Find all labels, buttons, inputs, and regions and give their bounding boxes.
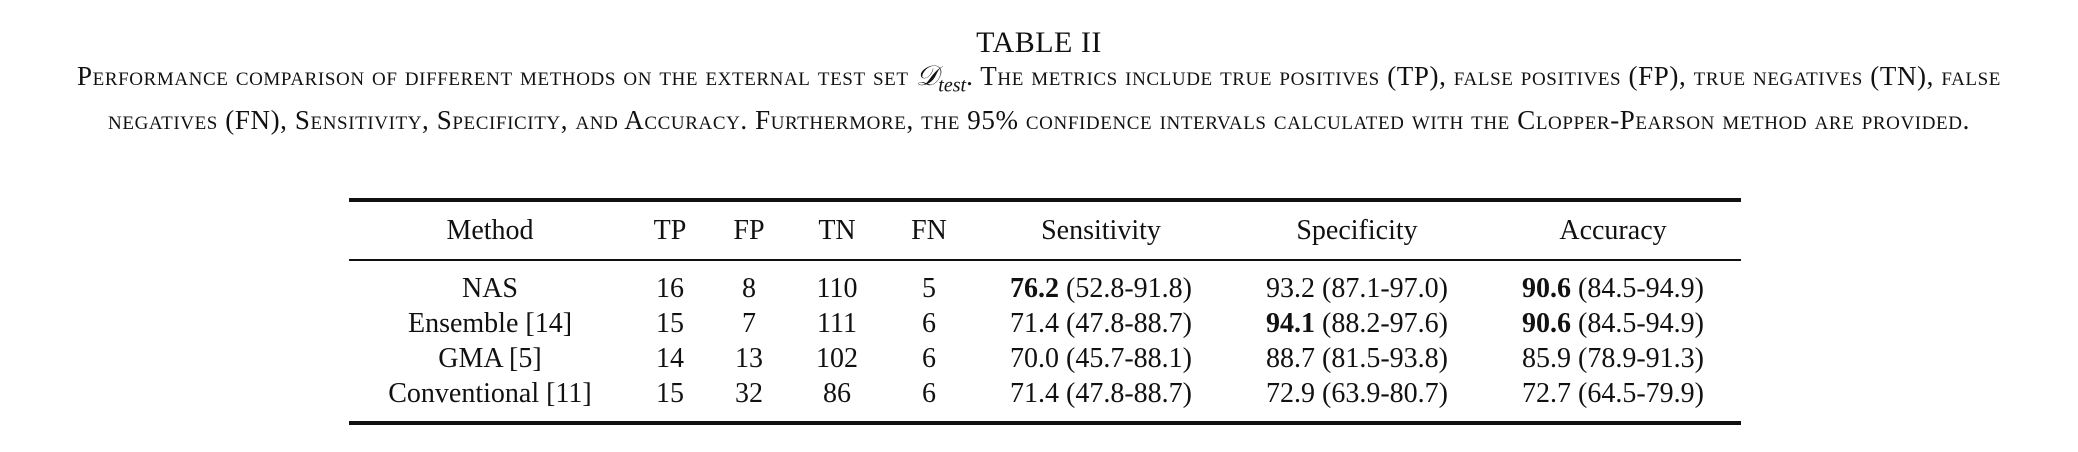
accuracy-ci: (78.9-91.3) — [1578, 342, 1704, 374]
sensitivity-ci: (45.7-88.1) — [1066, 342, 1192, 374]
accuracy-value: 85.9 — [1522, 342, 1571, 374]
sensitivity-value-best: 76.2 — [1010, 272, 1059, 304]
table-row — [349, 376, 1741, 423]
cell-specificity — [1229, 341, 1485, 376]
cell-method: GMA [5] — [438, 342, 542, 374]
cell-tp: 15 — [656, 307, 684, 339]
cell-tp: 16 — [656, 272, 684, 304]
cell-tn: 86 — [789, 376, 885, 423]
header-row — [349, 200, 1741, 260]
cell-tn: 102 — [816, 342, 858, 374]
test-set-symbol-subscript: test — [938, 74, 967, 97]
cell-tn: 110 — [816, 272, 858, 304]
cell-tp: 14 — [656, 342, 684, 374]
sensitivity-value: 70.0 — [1010, 342, 1059, 374]
cell-sensitivity — [973, 306, 1229, 341]
cell-fn: 6 — [885, 376, 973, 423]
header-specificity: Specificity — [1229, 200, 1485, 260]
table-row — [349, 260, 1741, 306]
cell-sensitivity — [973, 376, 1229, 423]
specificity-ci: (63.9-80.7) — [1322, 377, 1448, 409]
cell-specificity — [1229, 306, 1485, 341]
cell-method: Conventional [11] — [349, 376, 631, 423]
test-set-symbol — [915, 59, 967, 97]
sensitivity-ci: (47.8-88.7) — [1066, 377, 1192, 409]
results-table — [349, 198, 1741, 425]
specificity-value: 72.9 — [1266, 377, 1315, 409]
cell-specificity — [1229, 260, 1485, 306]
table-row — [349, 306, 1741, 341]
cell-fp: 7 — [742, 307, 756, 339]
cell-sensitivity — [973, 260, 1229, 306]
cell-accuracy — [1485, 306, 1741, 341]
sensitivity-ci: (52.8-91.8) — [1066, 272, 1192, 304]
header-tn: TN — [789, 200, 885, 260]
header-fn: FN — [885, 200, 973, 260]
cell-fp: 13 — [735, 342, 763, 374]
table-label: TABLE II — [976, 26, 1102, 59]
cell-fp: 8 — [742, 272, 756, 304]
cell-fn: 6 — [922, 307, 936, 339]
sensitivity-ci: (47.8-88.7) — [1066, 307, 1192, 339]
specificity-ci: (81.5-93.8) — [1322, 342, 1448, 374]
cell-specificity — [1229, 376, 1485, 423]
header-method: Method — [349, 200, 631, 260]
specificity-ci: (88.2-97.6) — [1322, 307, 1448, 339]
header-tp: TP — [631, 200, 709, 260]
header-sensitivity: Sensitivity — [973, 200, 1229, 260]
cell-fp: 32 — [709, 376, 789, 423]
accuracy-ci: (84.5-94.9) — [1578, 307, 1704, 339]
cell-tn: 111 — [817, 307, 857, 339]
cell-tp: 15 — [631, 376, 709, 423]
header-accuracy: Accuracy — [1485, 200, 1741, 260]
table-caption — [30, 58, 2048, 138]
cell-fn: 6 — [922, 342, 936, 374]
specificity-ci: (87.1-97.0) — [1322, 272, 1448, 304]
cell-accuracy — [1485, 376, 1741, 423]
accuracy-ci: (84.5-94.9) — [1578, 272, 1704, 304]
table-row — [349, 341, 1741, 376]
specificity-value: 93.2 — [1266, 272, 1315, 304]
accuracy-value-best: 90.6 — [1522, 272, 1571, 304]
cell-fn: 5 — [922, 272, 936, 304]
caption-text-part1: Performance comparison of different methods on the external test set — [77, 61, 916, 91]
cell-method: NAS — [461, 272, 518, 304]
accuracy-value: 72.7 — [1522, 377, 1571, 409]
accuracy-value-best: 90.6 — [1522, 307, 1571, 339]
cell-method: Ensemble [14] — [407, 307, 573, 339]
header-fp: FP — [709, 200, 789, 260]
test-set-symbol-main: 𝒟 — [915, 59, 939, 92]
specificity-value-best: 94.1 — [1266, 307, 1315, 339]
cell-accuracy — [1485, 341, 1741, 376]
sensitivity-value: 71.4 — [1010, 307, 1059, 339]
sensitivity-value: 71.4 — [1010, 377, 1059, 409]
cell-sensitivity — [973, 341, 1229, 376]
accuracy-ci: (64.5-79.9) — [1578, 377, 1704, 409]
specificity-value: 88.7 — [1266, 342, 1315, 374]
caption-text-part2: . The metrics include true positives (TP), false positives (FP), true negatives (TN), false negatives (FN), Sensitivity, Specificity, and Accuracy. Furthermore, the 95% confidence intervals calculated with the Clopper-Pearson method are provided. — [108, 61, 2001, 136]
cell-accuracy — [1485, 260, 1741, 306]
